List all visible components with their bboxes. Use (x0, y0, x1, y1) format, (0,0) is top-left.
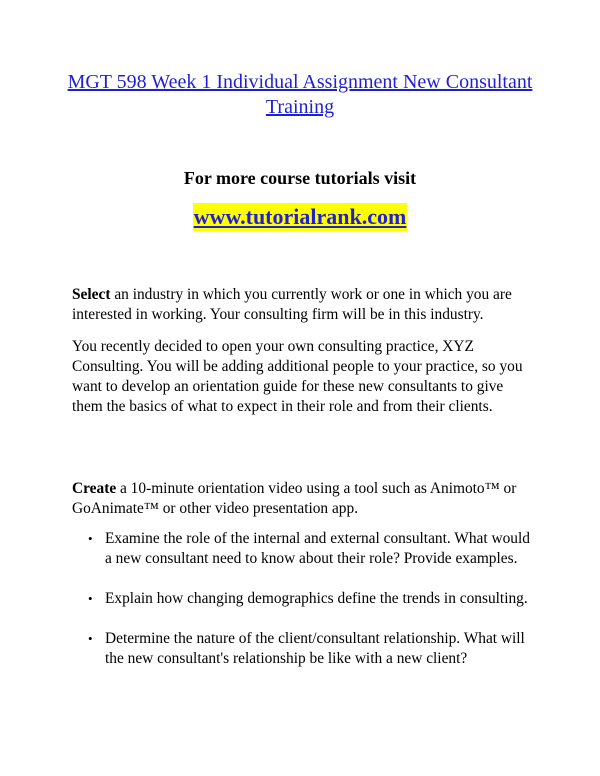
bullet-icon: • (88, 531, 93, 546)
list-item-text: Examine the role of the internal and external consultant. What would a new consultant need to know about their role? Provide examples. (105, 530, 530, 567)
list-item-text: Determine the nature of the client/consultant relationship. What will the new consultant's relationship be like with a new client? (105, 630, 525, 667)
paragraph-create (72, 479, 532, 519)
bullet-icon: • (88, 591, 93, 606)
task-list (72, 529, 532, 689)
create-lead: Create (72, 480, 117, 497)
select-text: an industry in which you currently work or one in which you are interested in working. Your consulting firm will be in this industry. (72, 286, 512, 323)
list-item (72, 589, 532, 609)
visit-text: For more course tutorials visit (183, 168, 417, 188)
document-title-link[interactable]: MGT 598 Week 1 Individual Assignment New Consultant Training (67, 71, 533, 118)
select-lead: Select (72, 286, 111, 303)
list-item-text: Explain how changing demographics define the trends in consulting. (105, 590, 528, 607)
list-item (72, 629, 532, 669)
site-link-container (0, 203, 600, 231)
site-link[interactable]: www.tutorialrank.com (193, 204, 407, 229)
list-item (72, 529, 532, 569)
bullet-icon: • (88, 631, 93, 646)
paragraph-consulting: You recently decided to open your own consulting practice, XYZ Consulting. You will be adding additional people to your practice, so you want to develop an orientation guide for these new consultants to give them the basics of what to expect in their role and from their clients. (72, 338, 523, 415)
create-text: a 10-minute orientation video using a tool such as Animoto™ or GoAnimate™ or other video presentation app. (72, 480, 517, 517)
paragraph-select (72, 285, 532, 325)
